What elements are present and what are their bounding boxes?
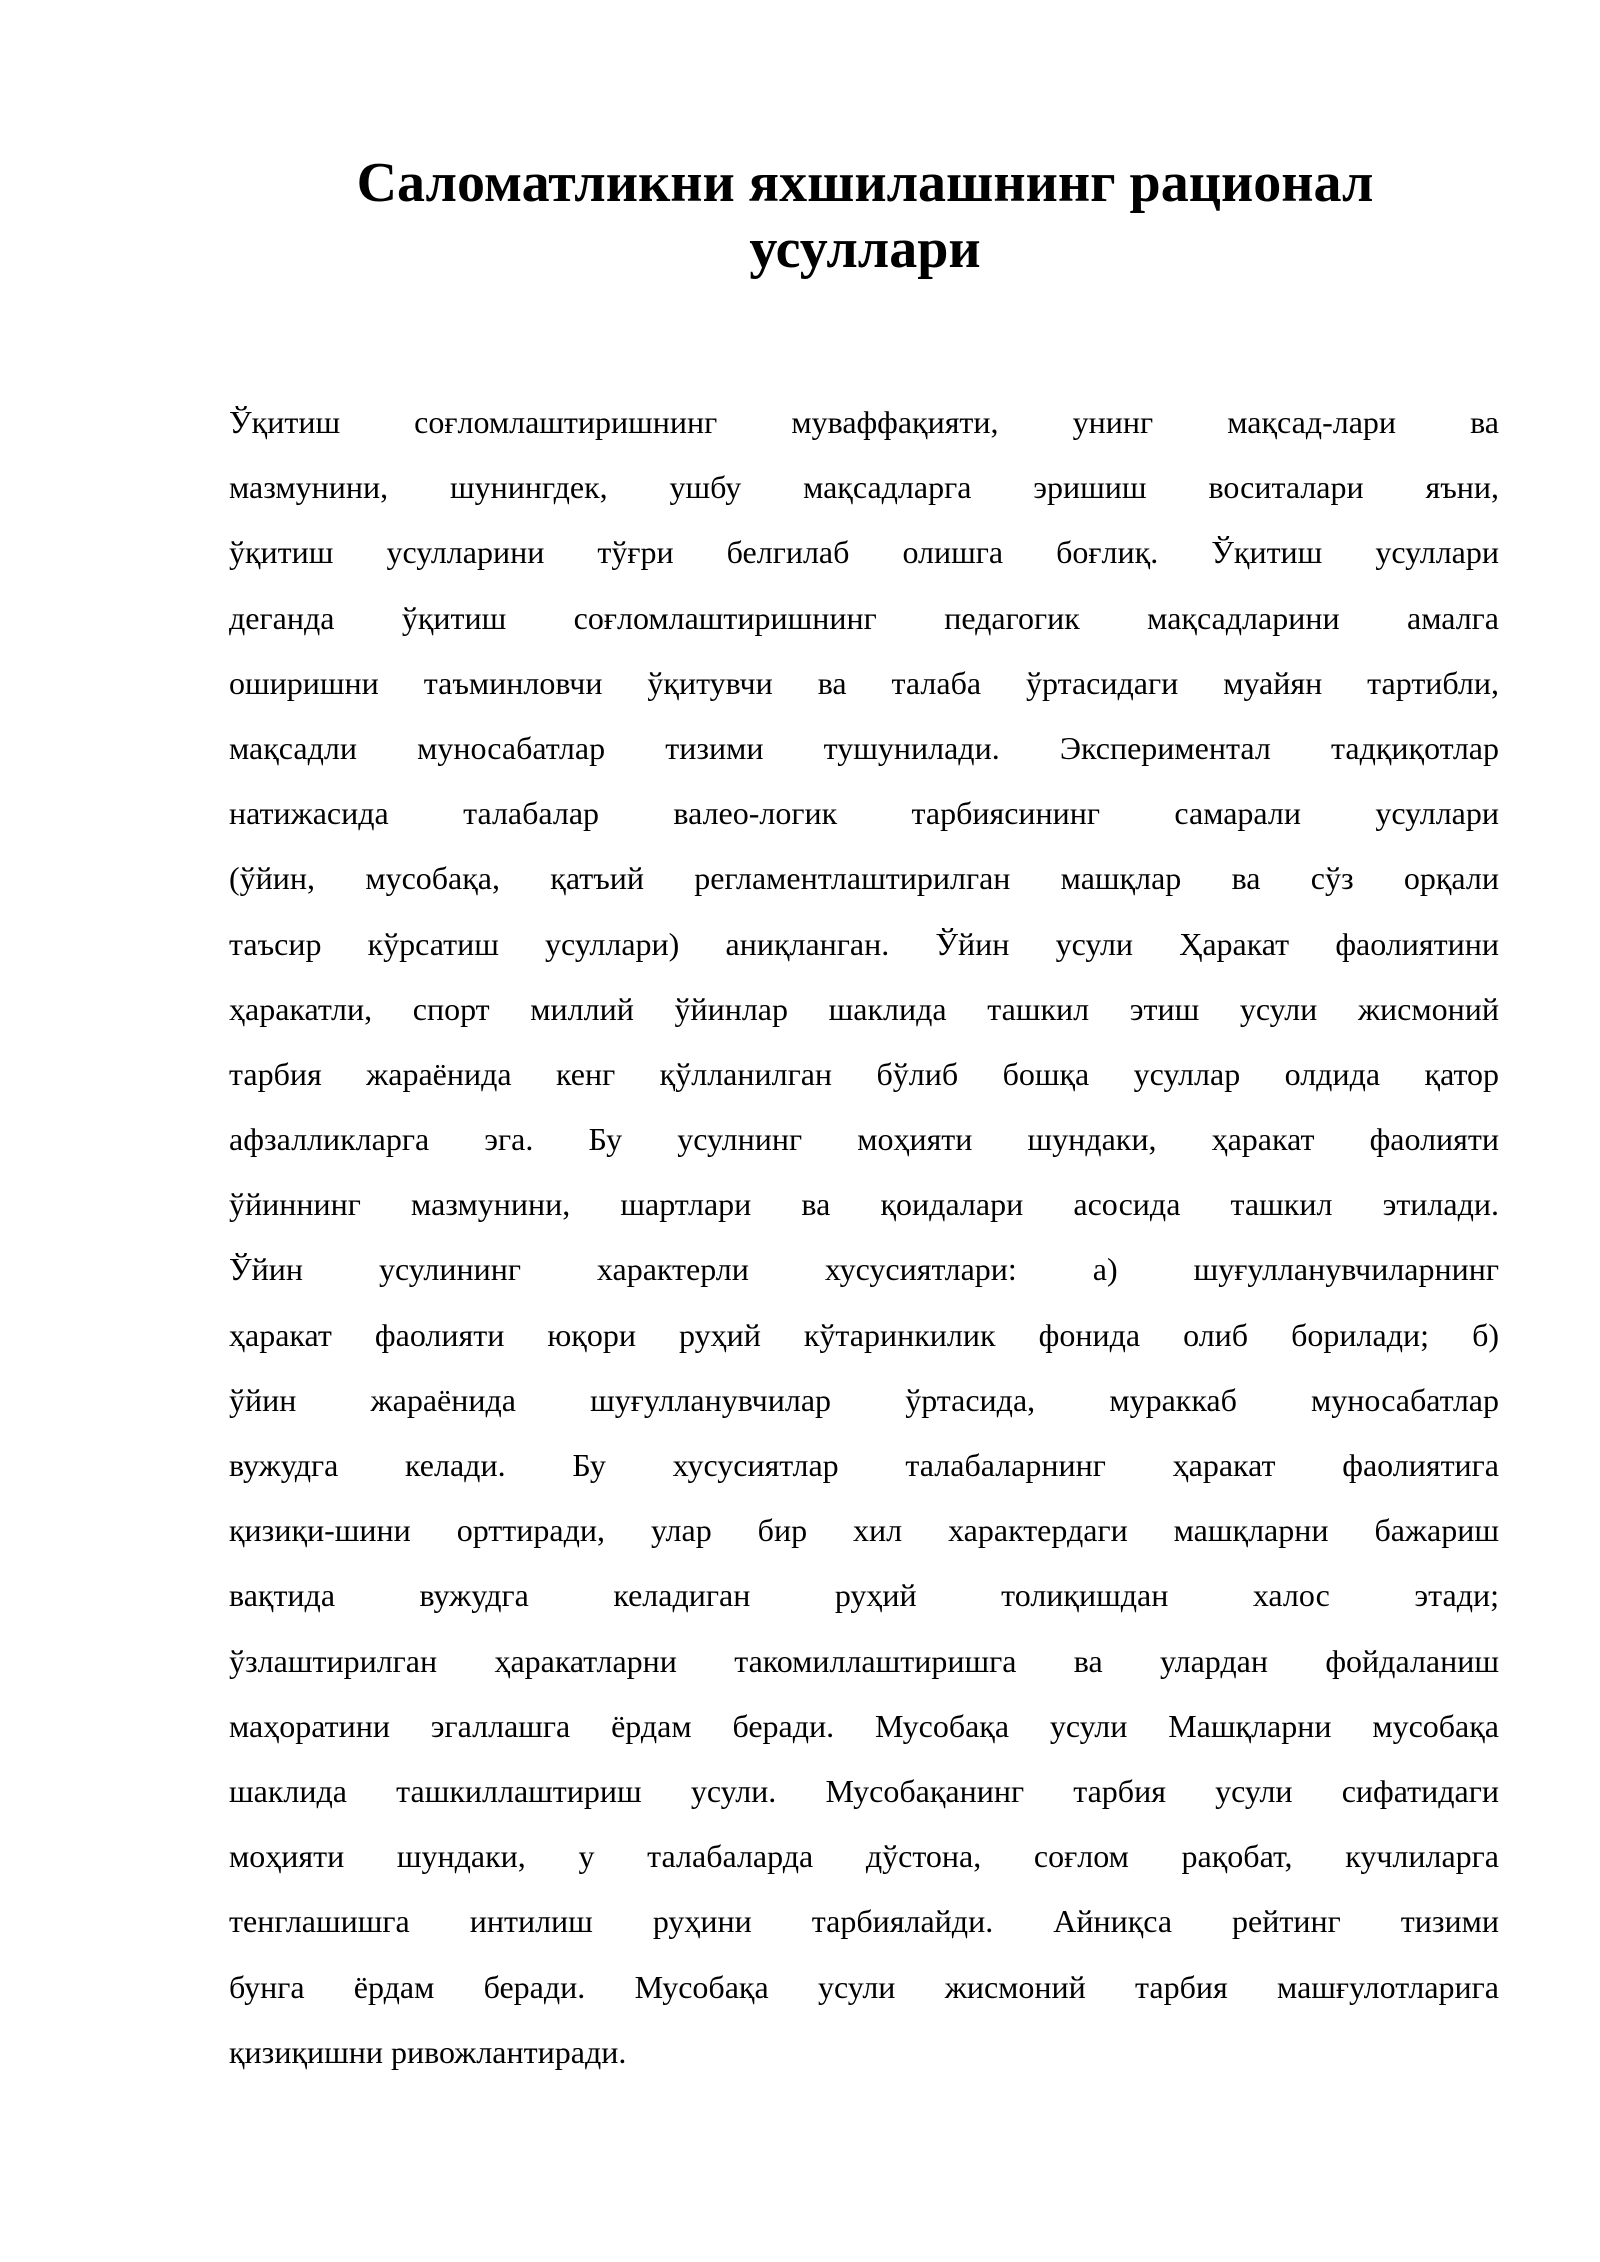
body-line: бунга ёрдам беради. Мусобақа усули жисмоний тарбия машғулотларига xyxy=(229,1968,1499,2005)
body-line: вужудга келади. Бу хусусиятлар талабаларнинг ҳаракат фаолиятига xyxy=(229,1447,1499,1483)
body-line: (ўйин, мусобақа, қатъий регламентлаштирилган машқлар ва сўз орқали xyxy=(229,860,1499,897)
body-line: тенглашишга интилиш руҳини тарбиялайди. Айниқса рейтинг тизими xyxy=(229,1903,1499,1940)
body-line: ўйин жараёнида шуғулланувчилар ўртасида, мураккаб муносабатлар xyxy=(229,1381,1499,1418)
body-line: мақсадли муносабатлар тизими тушунилади. Экспериментал тадқиқотлар xyxy=(229,729,1499,766)
document-title xyxy=(230,150,1500,282)
body-line: деганда ўқитиш соғломлаштиришнинг педагогик мақсадларини амалга xyxy=(229,599,1499,636)
body-line: тарбия жараёнида кенг қўлланилган бўлиб бошқа усуллар олдида қатор xyxy=(229,1055,1499,1092)
body-line: ҳаракатли, спорт миллий ўйинлар шаклида ташкил этиш усули жисмоний xyxy=(229,990,1499,1027)
body-line: шаклида ташкиллаштириш усули. Мусобақанинг тарбия усули сифатидаги xyxy=(229,1772,1499,1809)
body-line: афзалликларга эга. Бу усулнинг моҳияти шундаки, ҳаракат фаолияти xyxy=(229,1121,1499,1158)
document-title-line: Саломатликни яхшилашнинг рационал xyxy=(356,152,1374,214)
body-line: ҳаракат фаолияти юқори руҳий кўтаринкилик фонида олиб борилади; б) xyxy=(229,1316,1499,1353)
body-line: Ўқитиш соғломлаштиришнинг муваффақияти, унинг мақсад-лари ва xyxy=(229,404,1499,440)
body-line: натижасида талабалар валео-логик тарбиясининг самарали усуллари xyxy=(229,795,1499,832)
document-body xyxy=(229,390,1499,2085)
body-line: Ўйин усулининг характерли хусусиятлари: а) шуғулланувчиларнинг xyxy=(229,1251,1499,1288)
body-line: ўқитиш усулларини тўғри белгилаб олишга боғлиқ. Ўқитиш усуллари xyxy=(229,534,1499,571)
body-line: ўзлаштирилган ҳаракатларни такомиллаштиришга ва улардан фойдаланиш xyxy=(229,1642,1499,1679)
body-line: оширишни таъминловчи ўқитувчи ва талаба ўртасидаги муайян тартибли, xyxy=(229,664,1499,701)
body-line: моҳияти шундаки, у талабаларда дўстона, соғлом рақобат, кучлиларга xyxy=(229,1838,1499,1875)
body-line: ўйиннинг мазмунини, шартлари ва қоидалари асосида ташкил этилади. xyxy=(229,1186,1499,1223)
body-line: қизиқи-шини орттиради, улар бир хил характердаги машқларни бажариш xyxy=(229,1512,1499,1549)
body-line: таъсир кўрсатиш усуллари) аниқланган. Ўйин усули Ҳаракат фаолиятини xyxy=(229,925,1499,962)
body-line: вақтида вужудга келадиган руҳий толиқишдан халос этади; xyxy=(229,1577,1499,1614)
document-title-line: усуллари xyxy=(749,218,981,280)
body-line: қизиқишни ривожлантиради. xyxy=(229,2033,627,2070)
body-line: маҳоратини эгаллашга ёрдам беради. Мусобақа усули Машқларни мусобақа xyxy=(229,1707,1499,1744)
body-line: мазмунини, шунингдек, ушбу мақсадларга эришиш воситалари яъни, xyxy=(229,469,1499,506)
